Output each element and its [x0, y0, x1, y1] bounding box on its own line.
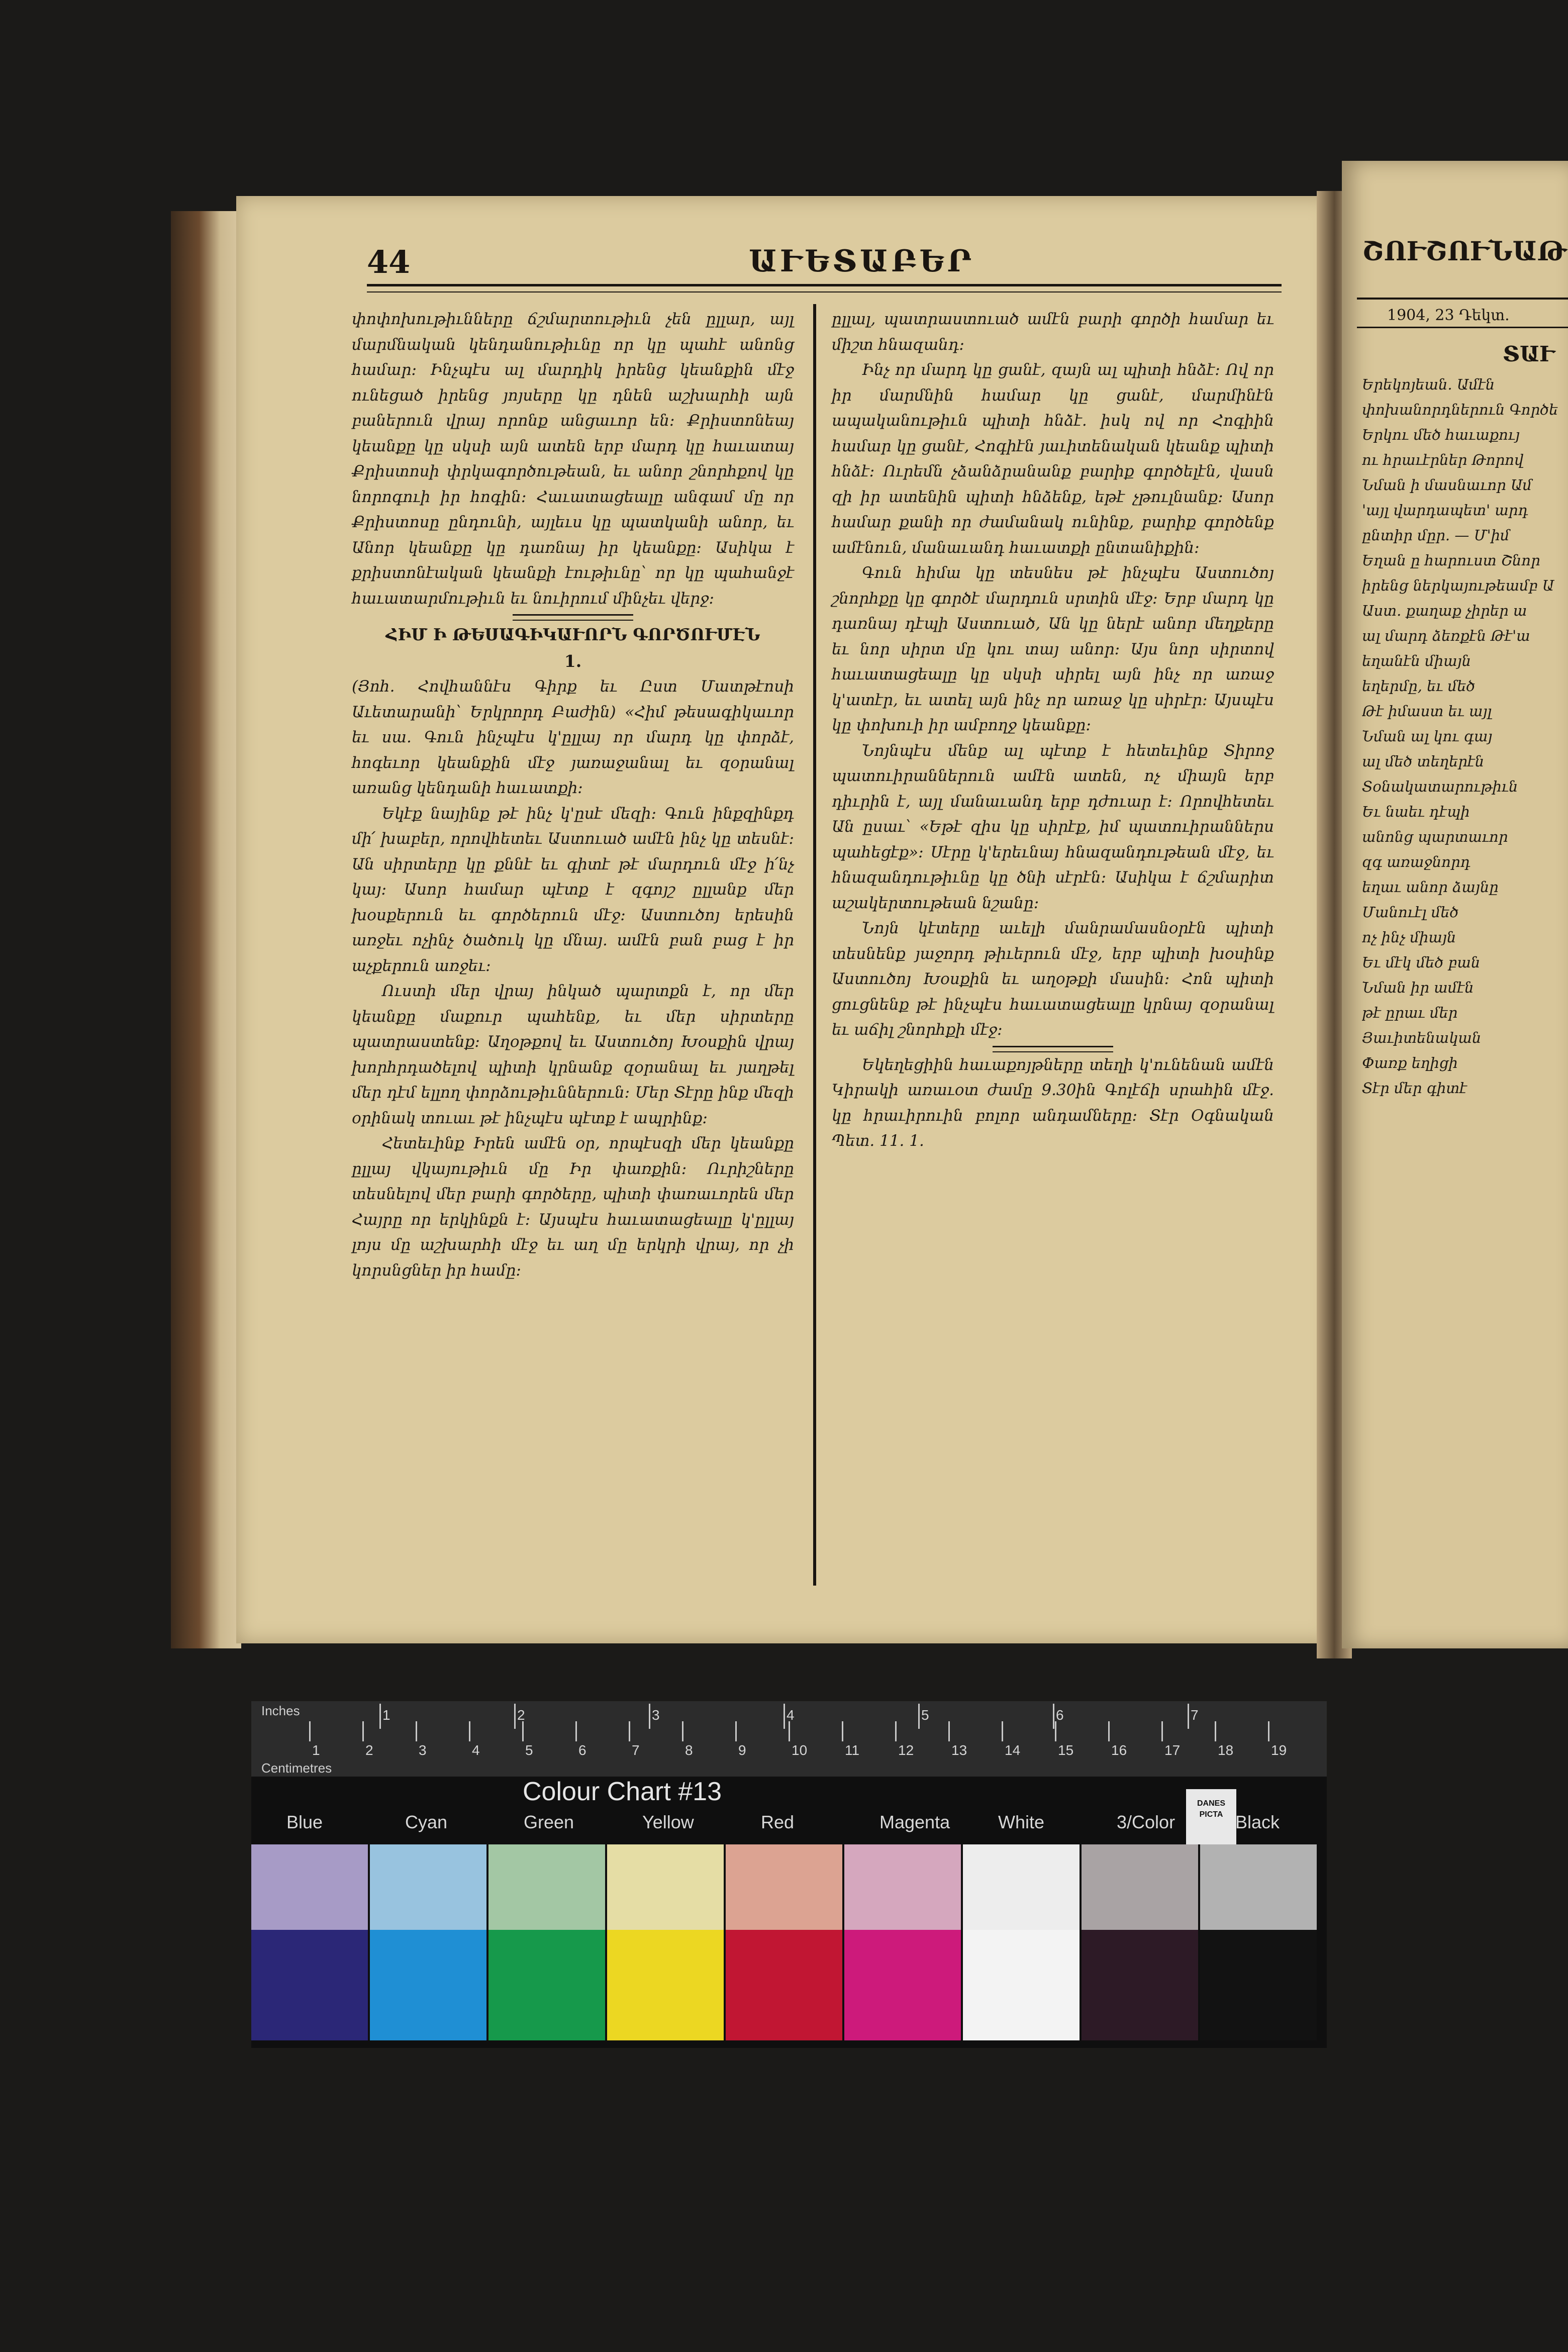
adjacent-text-line: ընտիր մըր. — Մ'իմ	[1362, 527, 1510, 544]
colour-patch-light	[963, 1844, 1080, 1930]
paragraph: Եկէք նայինք թէ ինչ կ'ըսէ մեզի։ Գուն ինքզինքդ մի՛ խաբեր, որովհետեւ Աստուած ամէն ինչ կը տեսնէ։ Ան սիրտերը կը քննէ եւ գիտէ թէ մարդուն մէջ ի՛նչ կայ։ Ասոր համար պէտք է զգոյշ ըլլանք մեր խօսքերուն եւ գործերուն մէջ։ Աստուծոյ երեսին առջեւ ոչինչ ծածուկ կը մնայ. ամէն բան բաց է իր աչքերուն առջեւ։	[352, 804, 794, 975]
paragraph: ըլլալ, պատրաստուած ամէն բարի գործի համար եւ միշտ հնազանդ։	[832, 310, 1274, 354]
adjacent-text-line: Թէ իմաստ եւ այլ	[1362, 703, 1492, 720]
cm-tick	[682, 1721, 683, 1741]
cm-tick	[416, 1721, 417, 1741]
book-page-edges	[171, 211, 241, 1648]
cm-number: 6	[578, 1742, 586, 1758]
adjacent-text-line: եղերմը, եւ մեծ	[1362, 677, 1476, 695]
adjacent-text-line: Նման ալ կու գայ	[1362, 728, 1493, 745]
paragraph: Ուստի մեր վրայ ինկած պարտքն է, որ մեր կեանքը մաքուր պահենք, եւ մեր սիրտերը պատրաստենք։ Աղօթքով եւ Աստուծոյ Խօսքին վրայ խորհրդածելով պիտի կրնանք զօրանալ եւ յաղթել մեր դէմ ելլող փորձութիւններուն։ Մեր Տէրը ինք մեզի օրինակ տուաւ թէ ինչպէս պէտք է ապրինք։	[352, 982, 794, 1127]
paragraph: Նոյնպէս մենք ալ պէտք է հետեւինք Տիրոջ պատուիրաններուն ամէն ատեն, ոչ միայն երբ դիւրին է, այլ մանաւանդ երբ դժուար է։ Որովհետեւ Ան ըսաւ՝ «Եթէ զիս կը սիրէք, իմ պատուիրաններս պահեցէք»։ Սէրը կ'երեւնայ հնազանդութեան մէջ, եւ հնազանդութիւնը կը ծնի սէրէն։ Ասիկա է ճշմարիտ աշակերտութեան նշանը։	[832, 741, 1274, 912]
adjacent-text-line: Նման ի մասնաւոր Ամ	[1362, 476, 1532, 494]
cm-tick	[629, 1721, 630, 1741]
adjacent-text-line: Եւ մէկ մեծ բան	[1362, 954, 1481, 971]
colour-patch-light	[1200, 1844, 1317, 1930]
patch-label: Black	[1235, 1812, 1280, 1832]
colour-patch-light	[726, 1844, 842, 1930]
colour-patch-light	[370, 1844, 486, 1930]
colour-patch-light	[251, 1844, 368, 1930]
patch-label: Magenta	[879, 1812, 950, 1832]
cm-number: 7	[632, 1742, 640, 1758]
paragraph: (Յոհ. Հովհաննէս Գիրք եւ Ըստ Մատթէոսի Աւետարանի՝ Երկրորդ Բաժին) «Հիմ թեսագիկաւոր եւ սա. Գուն ինչպէս կ'ըլլայ որ մարդ կը փորձէ, հոգեւոր կեանքին մէջ յառաջանալ եւ զօրանալ առանց կենդանի հաւատքի։	[352, 677, 794, 797]
cm-tick	[575, 1721, 577, 1741]
patch-label: White	[998, 1812, 1045, 1832]
cm-tick	[1055, 1721, 1056, 1741]
cm-number: 17	[1164, 1742, 1181, 1758]
adjacent-page-heading: ՏԱՒ	[1503, 342, 1555, 366]
section-title: ՀԻՄ Ի ԹԵՍԱԳԻԿԱՒՈՐՆ ԳՈՐԾՈՒՄԷՆ	[385, 625, 760, 644]
colour-patch-light	[1082, 1844, 1198, 1930]
adjacent-text-line: Տօնակատարութիւն	[1362, 778, 1518, 795]
cm-tick	[948, 1721, 950, 1741]
cm-tick	[735, 1721, 737, 1741]
left-text-column	[352, 307, 794, 1283]
paragraph: Նոյն կէտերը աւելի մանրամասնօրէն պիտի տեսնենք յաջորդ թիւերուն մէջ, երբ պիտի խօսինք Աստուծոյ Խօսքին եւ աղօթքի մասին։ Հոն պիտի ցուցնենք թէ ինչպէս հաւատացեալը կրնայ զօրանալ եւ աճիլ շնորհքի մէջ։	[832, 919, 1274, 1039]
colour-patch-dark	[1200, 1930, 1317, 2040]
colour-patch-dark	[488, 1930, 605, 2040]
colour-patch-dark	[1082, 1930, 1198, 2040]
ruler	[251, 1701, 1327, 1777]
inch-number: 4	[787, 1707, 795, 1723]
cm-number: 13	[951, 1742, 967, 1758]
inch-tick	[379, 1704, 381, 1729]
cm-number: 9	[738, 1742, 746, 1758]
running-title: ԱՒԵՏԱԲԵՐ	[749, 244, 975, 279]
section-number: 1.	[564, 651, 582, 671]
inch-number: 3	[652, 1707, 660, 1723]
colour-chart	[251, 1701, 1327, 2048]
adjacent-text-line: Յաւիտենական	[1362, 1029, 1482, 1046]
adjacent-page	[1342, 161, 1568, 1648]
adjacent-text-line: ալ մեծ տեղերէն	[1362, 753, 1485, 770]
cm-number: 15	[1058, 1742, 1074, 1758]
adjacent-text-line: Տէր մեր գիտէ	[1362, 1080, 1467, 1097]
adjacent-text-line: Նման իր ամէն	[1362, 979, 1474, 996]
chart-title: Colour Chart #13	[523, 1777, 722, 1806]
cm-number: 19	[1271, 1742, 1287, 1758]
paragraph: Ինչ որ մարդ կը ցանէ, զայն ալ պիտի հնձէ։ Ով որ իր մարմնին համար կը ցանէ, մարմինէն ապականութիւն պիտի հնձէ. իսկ ով որ Հոգիին համար կը ցանէ, Հոգիէն յաւիտենական կեանք պիտի հնձէ։ Ուրեմն չձանձրանանք բարիք գործելէն, վասն զի իր ատենին պիտի հնձենք, եթէ չթուլնանք։ Ասոր համար քանի որ ժամանակ ունինք, բարիք գործենք ամէնուն, մանաւանդ հաւատքի ընտանիքին։	[832, 361, 1274, 557]
inch-tick	[649, 1704, 650, 1729]
cm-tick	[1002, 1721, 1003, 1741]
adjacent-text-line: զգ առաջնորդ	[1362, 853, 1471, 870]
cm-number: 5	[525, 1742, 533, 1758]
cm-number: 18	[1218, 1742, 1234, 1758]
cm-number: 16	[1111, 1742, 1127, 1758]
cm-number: 12	[898, 1742, 914, 1758]
section-rule	[993, 1046, 1113, 1052]
paragraph: Եկեղեցիին հաւաքոյթները տեղի կ'ունենան ամէն Կիրակի առաւօտ ժամը 9.30ին Գոլէճի սրահին մէջ. կը հրաւիրուին բոլոր անդամները։ Տէր Օգնական Պետ. 11. 1.	[832, 1055, 1274, 1150]
adjacent-text-line: 'այլ վարդապետ' արդ	[1362, 502, 1528, 519]
cm-number: 4	[472, 1742, 480, 1758]
centimetres-label: Centimetres	[261, 1760, 332, 1776]
column-divider	[813, 304, 816, 1586]
adjacent-text-line: Մանուէլ մեծ	[1362, 904, 1459, 921]
inch-number: 6	[1056, 1707, 1064, 1723]
paragraph: Հետեւինք Իրեն ամէն օր, որպէսզի մեր կեանքը ըլլայ վկայութիւն մը Իր փառքին։ Ուրիշները տեսնելով մեր բարի գործերը, պիտի փառաւորեն մեր Հայրը որ երկինքն է։ Այսպէս հաւատացեալը կ'ըլլայ լոյս մը աշխարհի մէջ եւ աղ մը երկրի վրայ, որ չի կորսնցներ իր համը։	[352, 1134, 794, 1280]
adjacent-text-line: եղանէն միայն	[1362, 652, 1472, 669]
page-number: 44	[367, 244, 411, 280]
right-text-column	[832, 307, 1274, 1154]
section-rule	[513, 614, 633, 621]
inch-tick	[1053, 1704, 1054, 1729]
colour-patch-dark	[251, 1930, 368, 2040]
adjacent-text-line: Երեկոյեան. Ամէն	[1362, 376, 1495, 393]
inch-number: 1	[382, 1707, 390, 1723]
cm-tick	[1268, 1721, 1269, 1741]
patch-label: Yellow	[642, 1812, 694, 1832]
patch-label: 3/Color	[1117, 1812, 1175, 1832]
brand-logo	[1186, 1789, 1236, 1844]
page-header	[367, 244, 1282, 279]
colour-patch-light	[844, 1844, 961, 1930]
cm-number: 11	[845, 1742, 860, 1758]
adjacent-text-line: ալ մարդ ձեռքէն Թէ'ա	[1362, 627, 1530, 644]
adjacent-text-line: անոնց պարտաւոր	[1362, 828, 1508, 845]
patch-label: Blue	[286, 1812, 323, 1832]
colour-patch-dark	[844, 1930, 961, 2040]
inches-label: Inches	[261, 1703, 300, 1718]
cm-tick	[1161, 1721, 1163, 1741]
inch-tick	[783, 1704, 785, 1729]
inch-number: 2	[517, 1707, 525, 1723]
cm-tick	[895, 1721, 897, 1741]
cm-tick	[522, 1721, 524, 1741]
cm-number: 1	[312, 1742, 320, 1758]
patch-label: Cyan	[405, 1812, 448, 1832]
paragraph: փոփոխութիւնները ճշմարտութիւն չեն ըլլար, այլ մարմնական կենդանութիւնը որ կը պահէ անոնց համար։ Ինչպէս ալ մարդիկ իրենց կեանքին մէջ ունեցած իրենց յոյսերը կը դնեն աշխարհի այն բաներուն վրայ որոնք անցաւոր են։ Քրիստոնեայ կեանքը կը սկսի այն ատեն երբ մարդ կը հաւատայ Քրիստոսի փրկագործութեան, եւ անոր շնորհքով կը նորոգուի իր հոգին։ Հաւատացեալը անգամ մը որ Քրիստոսը ընդունի, այլեւս կը պատկանի անոր, եւ Անոր կեանքը կը դառնայ իր կեանքը։ Ասիկա է քրիստոնէական կեանքի էութիւնը՝ որ կը պահանջէ հաւատարմութիւն եւ նուիրում մինչեւ վերջ։	[352, 310, 794, 608]
inch-tick	[514, 1704, 516, 1729]
adjacent-text-line: թէ ըրաւ մեր	[1362, 1004, 1458, 1021]
logo-text: DANES PICTA	[1197, 1799, 1225, 1819]
adjacent-page-date: 1904, 23 Դեկտ.	[1387, 307, 1510, 324]
adjacent-rule	[1357, 327, 1568, 328]
patch-label: Green	[524, 1812, 574, 1832]
adjacent-text-line: փոխանորդներուն Գործե	[1362, 401, 1558, 418]
inch-number: 7	[1191, 1707, 1199, 1723]
adjacent-text-line: իրենց ներկայութեամբ Ա	[1362, 577, 1554, 594]
cm-tick	[309, 1721, 311, 1741]
adjacent-page-title: ՇՈՒՇՈՒՆԱԹ	[1362, 236, 1567, 267]
adjacent-text-line: Եւ նաեւ դէպի	[1362, 803, 1470, 820]
adjacent-page-text	[1362, 372, 1568, 1101]
cm-number: 10	[792, 1742, 808, 1758]
cm-tick	[1215, 1721, 1216, 1741]
adjacent-rule	[1357, 298, 1568, 300]
cm-number: 14	[1005, 1742, 1021, 1758]
adjacent-text-line: եղաւ անոր ձայնը	[1362, 878, 1499, 896]
header-rule	[367, 284, 1282, 292]
colour-patch-dark	[726, 1930, 842, 2040]
cm-tick	[469, 1721, 470, 1741]
adjacent-text-line: Փառք եղիցի	[1362, 1054, 1458, 1071]
cm-number: 3	[419, 1742, 427, 1758]
colour-patch-dark	[607, 1930, 724, 2040]
colour-patch-dark	[963, 1930, 1080, 2040]
patch-label: Red	[761, 1812, 795, 1832]
adjacent-text-line: ու հրաւէրներ Թորով	[1362, 451, 1524, 468]
colour-patch-light	[488, 1844, 605, 1930]
cm-tick	[789, 1721, 790, 1741]
paragraph: Գուն հիմա կը տեսնես թէ ինչպէս Աստուծոյ շնորհքը կը գործէ մարդուն սրտին մէջ։ Երբ մարդ կը դառնայ դէպի Աստուած, Ան կը ներէ անոր մեղքերը եւ նոր սիրտ մը կու տայ անոր։ Այս նոր սիրտով հաւատացեալը կը սկսի սիրել այն ինչ որ առաջ կ'ատէր, եւ ատել այն ինչ որ առաջ կը սիրէր։ Այսպէս կը փոխուի իր ամբողջ կեանքը։	[832, 564, 1274, 734]
inch-tick	[918, 1704, 920, 1729]
adjacent-text-line: Աստ. քաղաք չիրեր ա	[1362, 602, 1527, 619]
cm-tick	[1108, 1721, 1110, 1741]
inch-tick	[1188, 1704, 1189, 1729]
colour-patch-light	[607, 1844, 724, 1930]
adjacent-text-line: ոչ ինչ միայն	[1362, 929, 1456, 946]
left-page	[236, 196, 1332, 1643]
cm-number: 2	[365, 1742, 373, 1758]
inch-number: 5	[921, 1707, 929, 1723]
cm-tick	[842, 1721, 843, 1741]
adjacent-text-line: Եղան ը հարուստ Շնոր	[1362, 552, 1540, 569]
cm-number: 8	[685, 1742, 693, 1758]
adjacent-text-line: Երկու մեծ հաւաքույ	[1362, 426, 1520, 443]
colour-patch-dark	[370, 1930, 486, 2040]
cm-tick	[362, 1721, 364, 1741]
